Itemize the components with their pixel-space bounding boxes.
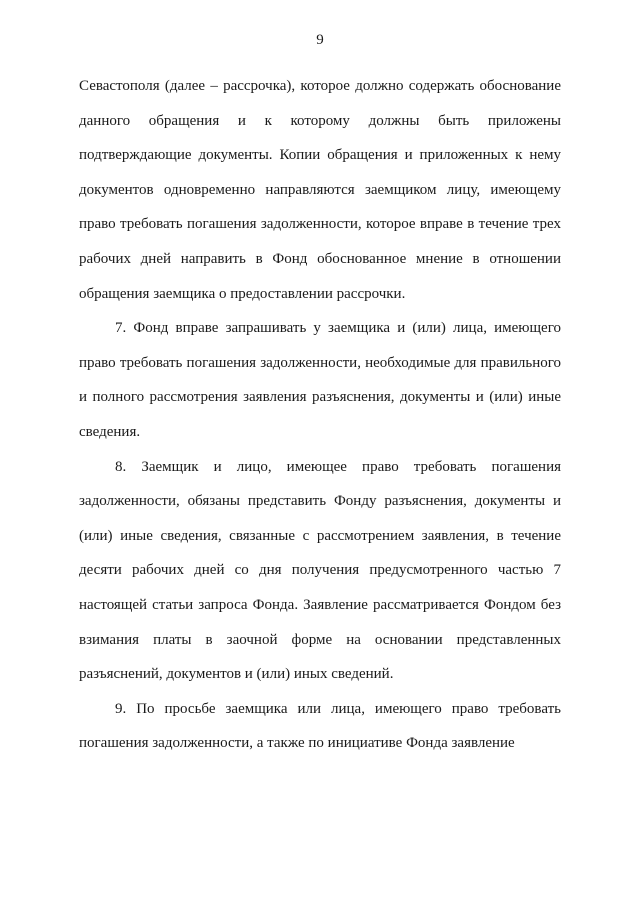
paragraph-item-9: 9. По просьбе заемщика или лица, имеющего право требовать погашения задолженности, а также по инициативе Фонда заявление	[79, 700, 561, 752]
paragraph-item-7: 7. Фонд вправе запрашивать у заемщика и (или) лица, имеющего право требовать погашения задолженности, необходимые для правильного и полного рассмотрения заявления разъяснения, документы и (или) иные сведения.	[79, 320, 561, 440]
paragraph-item-8: 8. Заемщик и лицо, имеющее право требовать погашения задолженности, обязаны представить Фонду разъяснения, документы и (или) иные сведения, связанные с рассмотрением заявления, в течение десяти рабочих дней со дня получения предусмотренного частью 7 настоящей статьи запроса Фонда. Заявление рассматривается Фондом без взимания платы в заочной форме на основании представленных разъяснений, документов и (или) иных сведений.	[79, 458, 561, 683]
document-body	[79, 69, 561, 761]
page-number: 9	[316, 32, 324, 48]
paragraph-continuation: Севастополя (далее – рассрочка), которое должно содержать обоснование данного обращения и к которому должны быть приложены подтверждающие документы. Копии обращения и приложенных к нему документов одновременно направляются заемщиком лицу, имеющему право требовать погашения задолженности, которое вправе в течение трех рабочих дней направить в Фонд обоснованное мнение в отношении обращения заемщика о предоставлении рассрочки.	[79, 78, 561, 302]
